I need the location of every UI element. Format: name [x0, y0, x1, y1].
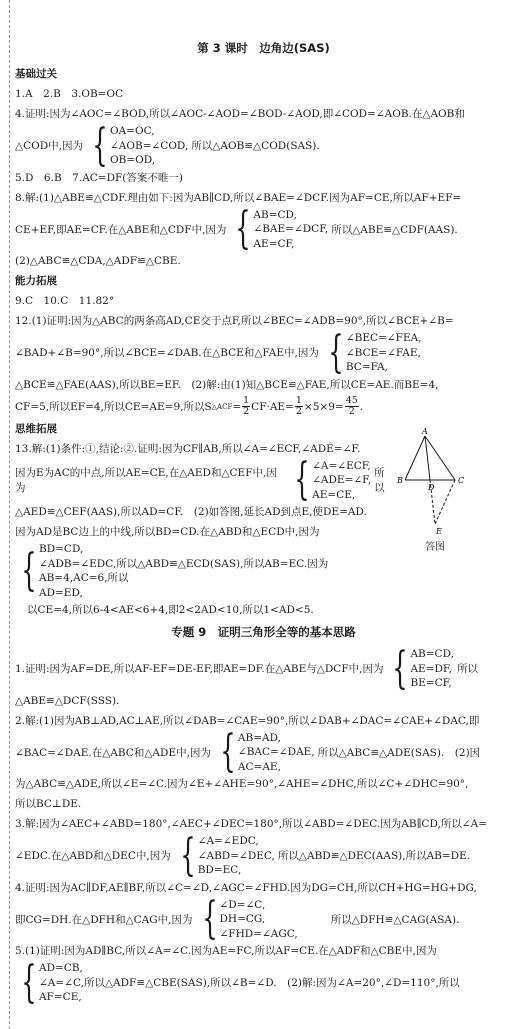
- q13-text-b1: 因为E为AC的中点,所以AE=CE,在△AED和△CEF中,因为: [15, 467, 277, 495]
- point-label-e: E: [436, 527, 442, 536]
- brace-line: BC=FA,: [345, 361, 388, 373]
- q8-brace-system: [229, 203, 329, 255]
- t2-text-b1: ∠BAC=∠DAE.在△ABC和△ADE中,因为: [15, 746, 211, 759]
- t4-line-b: [15, 893, 512, 945]
- brace-line: ∠FHD=∠AGC,: [219, 927, 298, 940]
- point-label-b: B: [397, 476, 403, 485]
- brace-line: AD=CB,: [39, 962, 83, 974]
- segment-ab: [405, 436, 425, 480]
- page-title: 第 3 课时 边角边(SAS): [197, 41, 330, 55]
- q12-line-d: [15, 395, 512, 419]
- t2-brace-system: [214, 726, 315, 778]
- q13-brace-system-1: [288, 454, 372, 506]
- q12-text-d3: CF·AE=: [251, 400, 294, 413]
- brace-line: AF=CE,: [39, 991, 82, 1003]
- brace-line: ∠ADB=∠EDC,所以△ABD≌△ECD(SAS),所以AB=EC.因为AB=4,AC=6,所以: [39, 557, 329, 584]
- brace-line: DH=CG,: [219, 913, 266, 925]
- brace-line: AC=AE,: [237, 760, 281, 773]
- q13-brace-system-2: [15, 542, 392, 600]
- q12-text-d5: .: [359, 400, 364, 413]
- fraction-half-2: [295, 396, 303, 417]
- t4-text-b2: 所以△DFH≌△CAG(ASA).: [330, 913, 460, 926]
- t2-line-b: [15, 726, 512, 778]
- section-heading-ability: 能力拓展: [15, 275, 57, 287]
- segment-ce: [435, 480, 455, 524]
- q13-line-e: 以CE=4,所以6-4<AE<6+4,即2<2AD<10,所以1<AD<5.: [27, 604, 314, 616]
- fraction-result: [345, 396, 359, 417]
- brace-symbol: {: [92, 119, 108, 171]
- q8-line-a: 8.解:(1)△ABE≌△CDF.理由如下:因为AB∥CD,所以∠BAE=∠DCF.因为AF=CE,所以AF+EF=: [15, 191, 462, 204]
- brace-line: ∠A=∠ECF,: [312, 459, 371, 472]
- fraction-half: [242, 396, 250, 417]
- answer-line-9: 9.C 10.C 11.82°: [15, 295, 115, 307]
- t3-line-a: 3.解:因为∠AEC+∠ABD=180°,∠AEC+∠DEC=180°,所以∠ABD=∠DEC.因为AB∥CD,所以∠A=: [15, 818, 488, 830]
- q8-text-b1: CE+EF,即AE=CF.在△ABE和△CDF中,因为: [15, 223, 227, 236]
- q12-text-d2: =: [232, 400, 242, 413]
- brace-line: BD=EC,: [197, 864, 242, 876]
- q13-block: [15, 439, 395, 621]
- q4-text-b1: △COD中,因为: [15, 140, 83, 153]
- t1-text-a2: 所以: [456, 663, 478, 676]
- binding-margin-line: [9, 0, 10, 1029]
- t1-line-a: [15, 642, 512, 694]
- answer-line-1: 1.A 2.B 3.OB=OC: [15, 88, 124, 100]
- t4-brace-system: [196, 893, 298, 945]
- t5-brace-system: [15, 956, 460, 1008]
- brace-symbol: {: [180, 829, 196, 881]
- fraction-numerator: 1: [295, 395, 302, 406]
- brace-line: BD=CD,: [39, 543, 84, 555]
- triangle-diagram: [395, 428, 475, 540]
- t3-text-b1: ∠EDC.在△ABD和△DEC中,因为: [15, 850, 171, 863]
- q12-text-b1: ∠BAD+∠B=90°,所以∠BCE=∠DAB.在△BCE和△FAE中,因为: [15, 347, 319, 360]
- q13-line-a: 13.解:(1)条件:①,结论:②.证明:因为CF∥AB,所以∠A=∠ECF,∠ADE=∠F.: [15, 442, 361, 455]
- q13-text-b2: 所以: [374, 467, 385, 495]
- t2-text-b2: 所以△ABC≌△ADE(SAS). (2)因: [317, 746, 481, 759]
- brace-symbol: {: [21, 956, 37, 1008]
- brace-line: OB=OD,: [109, 154, 156, 166]
- brace-symbol: {: [328, 326, 344, 378]
- t3-line-b: [15, 829, 512, 881]
- q12-line-c: △BCE≌△FAE(AAS),所以BE=EF. (2)解:由(1)知△BCE≌△FAE,所以CE=AE.而BE=4,: [15, 378, 439, 391]
- brace-line: AE=DF,: [410, 662, 452, 675]
- t3-brace-system: [174, 829, 275, 881]
- figure-caption: 答图: [425, 542, 445, 553]
- brace-line: ∠A=∠EDC,: [197, 835, 259, 847]
- brace-line: ∠BAE=∠DCF,: [253, 223, 329, 235]
- brace-symbol: {: [392, 642, 409, 694]
- brace-symbol: {: [21, 545, 37, 596]
- t5-line-brace: [15, 956, 512, 1008]
- point-label-c: C: [458, 476, 465, 485]
- brace-line: ∠BCE=∠FAE,: [345, 346, 421, 359]
- t4-text-b1: 即CG=DH.在△DFH和△CAG中,因为: [15, 913, 193, 926]
- brace-line: AB=CD,: [253, 208, 297, 221]
- brace-line: AB=AD,: [237, 731, 281, 744]
- t2-line-d: 所以BC⊥DE.: [15, 798, 82, 810]
- fraction-denominator: 2: [348, 406, 355, 417]
- fraction-numerator: 1: [243, 395, 250, 406]
- brace-symbol: {: [201, 893, 218, 945]
- q4-line-b: [15, 119, 512, 171]
- fraction-denominator: 2: [295, 406, 302, 417]
- q13-line-c: △AED≌△CEF(AAS),所以AD=CF. (2)如答图,延长AD到点E,使DE=AD.: [15, 506, 367, 518]
- q8-line-b: [15, 203, 512, 255]
- t3-text-b2: 所以△ABD≌△DEC(AAS),所以AB=DE.: [277, 850, 471, 863]
- t2-line-a: 2.解:(1)因为AB⊥AD,AC⊥AE,所以∠DAB=∠CAE=90°,所以∠DAB+∠DAC=∠CAE+∠DAC,即: [15, 714, 480, 727]
- q4-brace-system: [86, 119, 189, 171]
- fraction-denominator: 2: [243, 406, 250, 417]
- brace-line: BE=CF,: [410, 677, 452, 689]
- q13-line-brace2: [15, 542, 395, 600]
- q13-line-b: [15, 454, 395, 506]
- point-label-d: D: [428, 483, 435, 492]
- brace-line: ∠BAC=∠DAE,: [237, 746, 315, 758]
- topic-title: 专题 9 证明三角形全等的基本思路: [171, 625, 356, 639]
- answer-line-5: 5.D 6.B 7.AC=DF(答案不唯一): [15, 171, 183, 184]
- brace-line: ∠AOB=∠COD,: [109, 139, 189, 152]
- t1-line-b: △ABE≌△DCF(SSS).: [15, 694, 120, 707]
- brace-symbol: {: [220, 726, 236, 778]
- brace-line: ∠BEC=∠FEA,: [345, 332, 422, 344]
- brace-symbol: {: [294, 454, 310, 506]
- q4-line-a: 4.证明:因为∠AOC=∠BOD,所以∠AOC-∠AOD=∠BOD-∠AOD,即∠COD=∠AOB.在△AOB和: [15, 108, 465, 120]
- t4-line-a: 4.证明:因为AC∥DF,AE∥BF,所以∠C=∠D,∠AGC=∠FHD.因为DG=CH,所以CH+HG=HG+DG,: [15, 881, 477, 894]
- brace-line: ∠ABD=∠DEC,: [197, 849, 275, 862]
- q12-line-b: [15, 326, 512, 378]
- fraction-numerator: 45: [345, 395, 358, 406]
- q12-line-a: 12.(1)证明:因为△ABC的两条高AD,CE交于点F,所以∠BEC=∠ADB=90°,所以∠BCE+∠B=: [15, 315, 454, 327]
- q13-line-d: 因为AD是BC边上的中线,所以BD=CD.在△ABD和△ECD中,因为: [15, 526, 320, 538]
- brace-line: AE=CF,: [253, 237, 295, 250]
- q12-text-d1: CF=5,所以EF=4,所以CE=AE=9,所以S: [15, 400, 212, 413]
- section-heading-basic: 基础过关: [15, 68, 57, 80]
- brace-line: ∠D=∠C,: [219, 898, 266, 911]
- brace-line: AD=ED,: [39, 586, 83, 599]
- brace-line: AE=CE,: [312, 488, 356, 501]
- t1-text-a: 1.证明:因为AF=DE,所以AF-EF=DE-EF,即AE=DF.在△ABE与△DCF中,因为: [15, 663, 384, 676]
- q8-line-c: (2)△ABC≌△CDA,△ADF≌△CBE.: [15, 255, 181, 267]
- q12-text-d4: ×5×9=: [303, 400, 344, 413]
- answer-figure: [395, 428, 475, 553]
- t5-line-a: 5.(1)证明:因为AD∥BC,所以∠A=∠C.因为AE=FC,所以AF=CE.在△ADF和△CBE中,因为: [15, 945, 437, 957]
- t2-line-c: 为△ABC≌△ADE,所以∠E=∠C.因为∠E+∠AHE=90°,∠AHE=∠DHC,所以∠C+∠DHC=90°,: [15, 778, 469, 790]
- t1-brace-system: [386, 642, 454, 694]
- point-label-a: A: [422, 428, 428, 436]
- q8-text-b2: 所以△ABE≌△CDF(AAS).: [331, 223, 458, 236]
- brace-line: ∠A=∠C,所以△ADF≌△CBE(SAS),所以∠B=∠D. (2)解:因为∠A=20°,∠D=110°,所以: [39, 976, 460, 989]
- brace-line: ∠ADE=∠F,: [312, 474, 372, 486]
- q12-brace-system: [322, 326, 422, 378]
- brace-symbol: {: [235, 203, 252, 255]
- q4-text-b2: 所以△AOB≌△COD(SAS).: [191, 140, 320, 153]
- area-subscript: △ACF: [211, 402, 233, 411]
- brace-line: AB=CD,: [410, 648, 454, 660]
- brace-line: OA=OC,: [109, 125, 155, 137]
- section-heading-thinking: 思维拓展: [15, 422, 57, 435]
